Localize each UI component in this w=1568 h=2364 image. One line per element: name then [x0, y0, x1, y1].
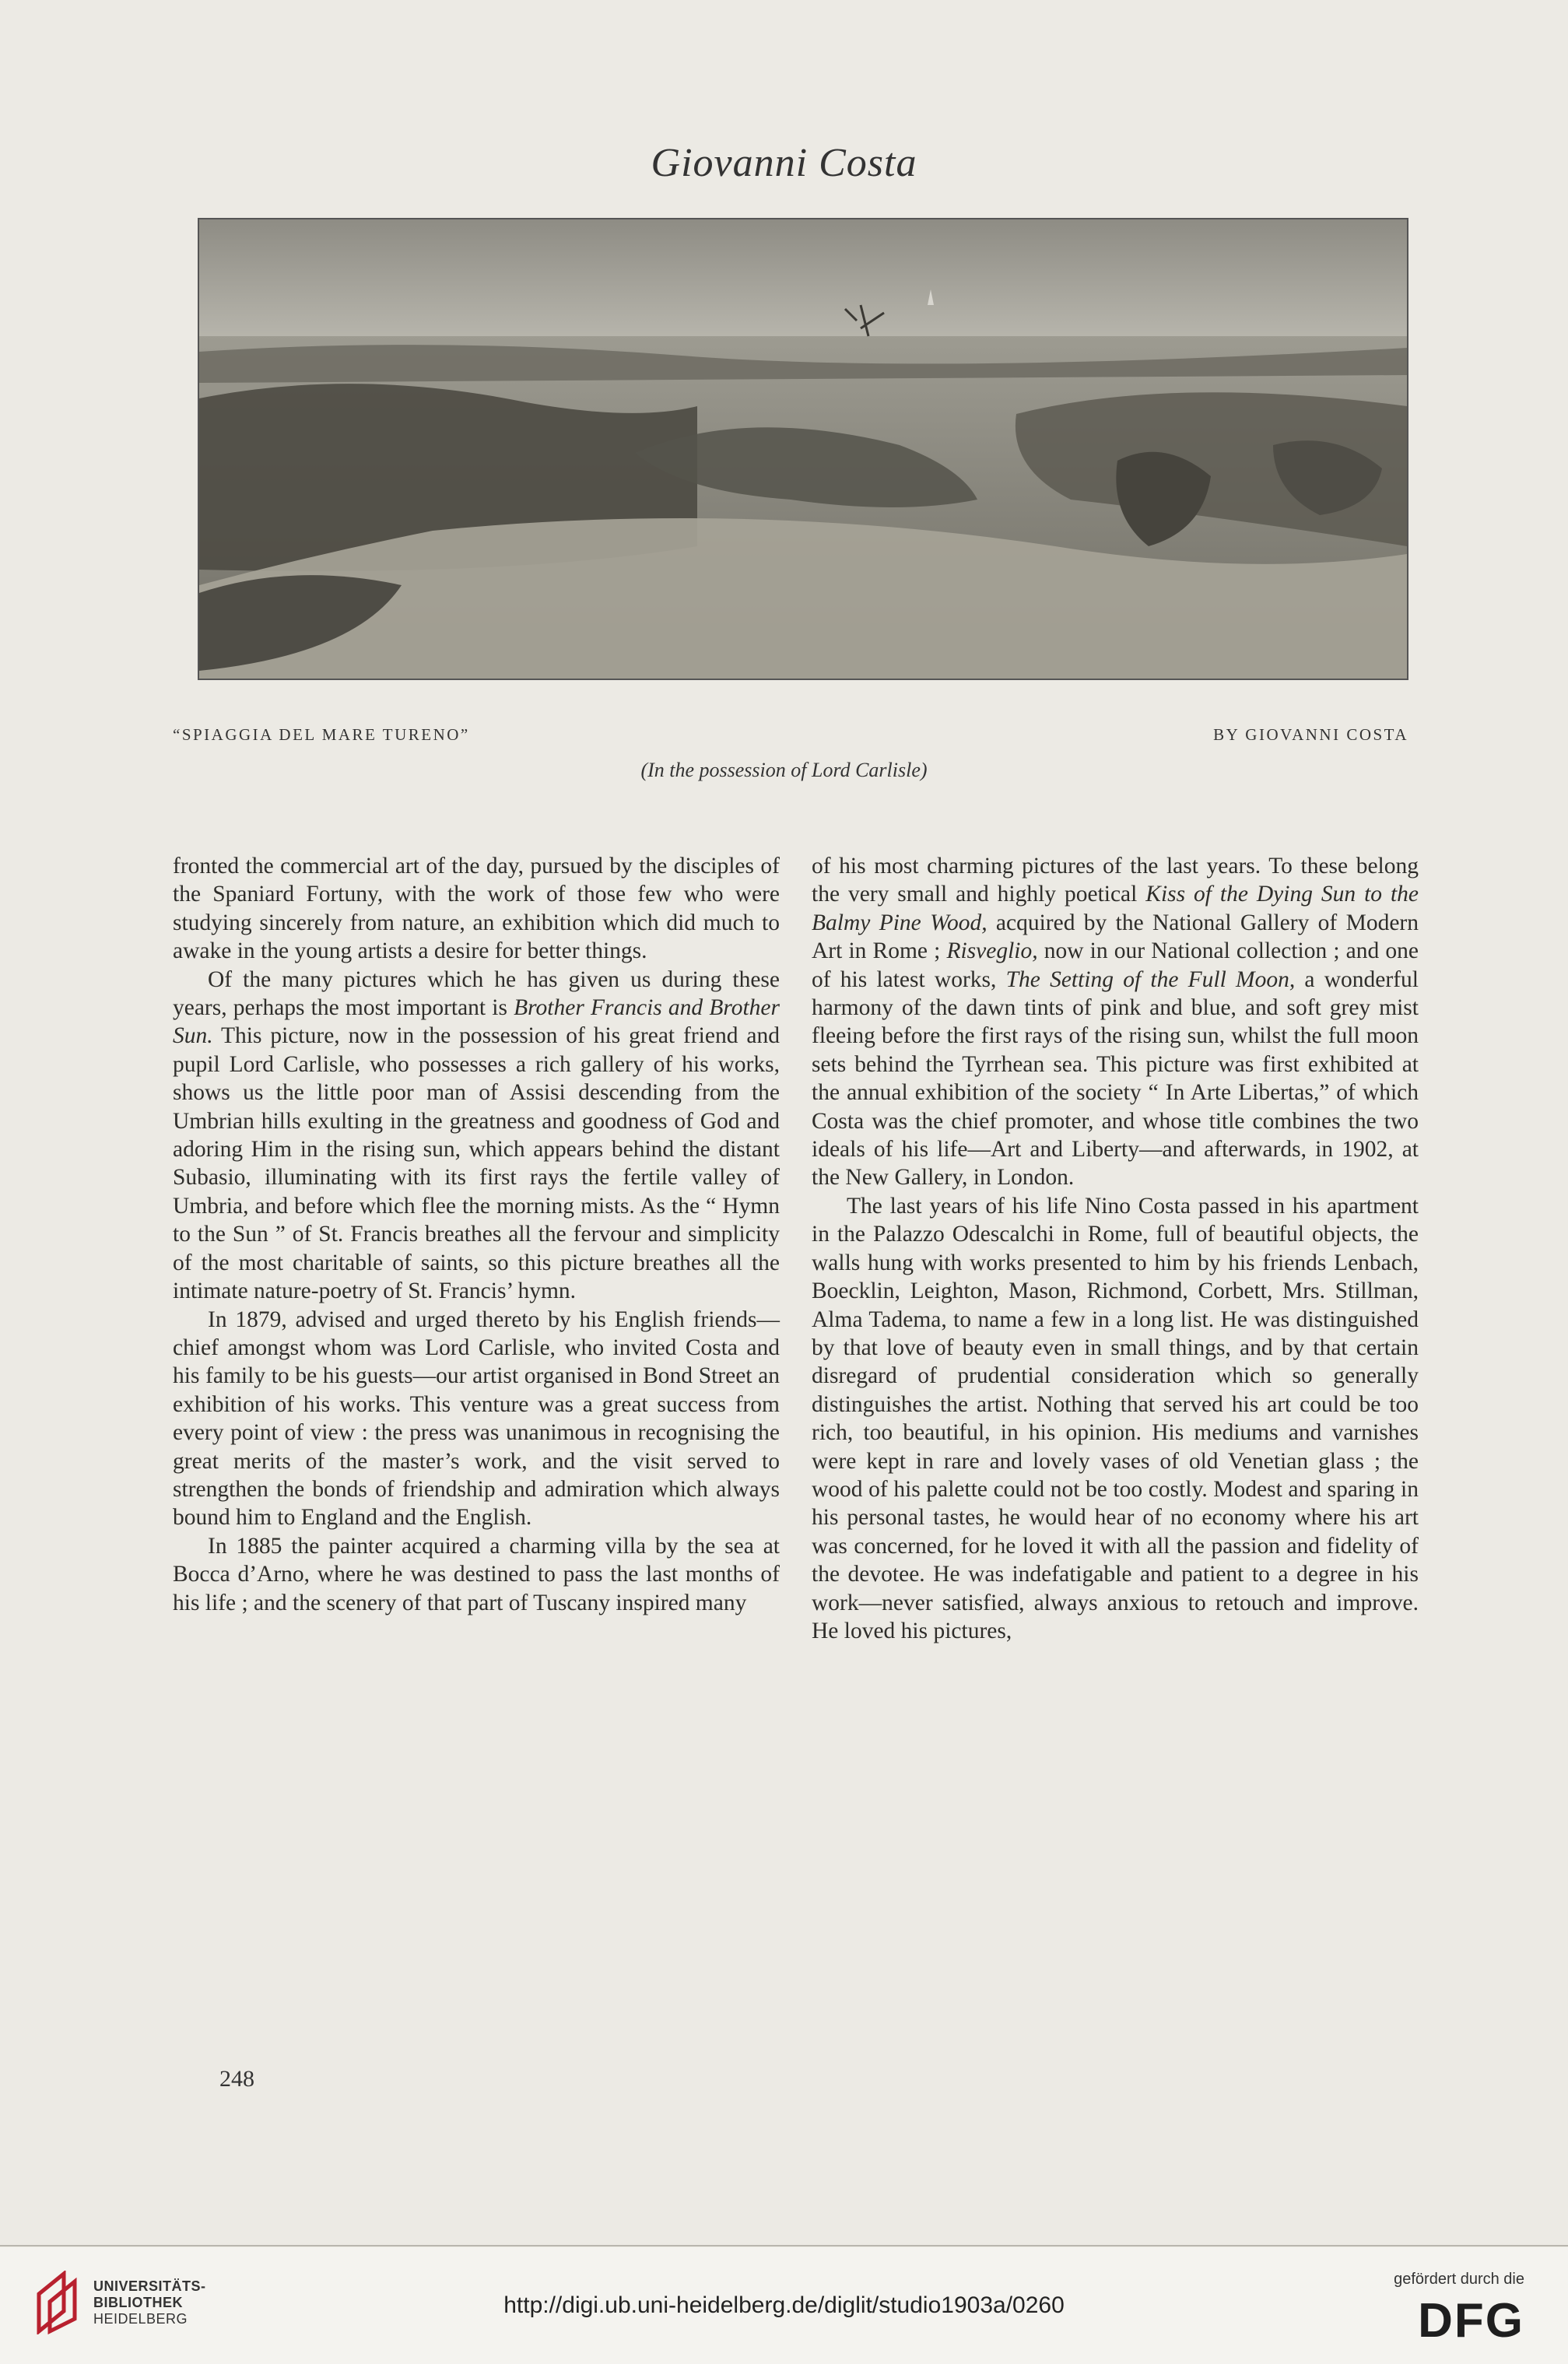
italic-title: The Setting of the Full Moon, — [1005, 966, 1296, 992]
funding-label: gefördert durch die — [1394, 2271, 1524, 2288]
paragraph: of his most charming pictures of the last years. To these belong the very small and highly poetical Kiss of the Dying Sun to the Balmy Pine Wood, acquired by the National Gallery of Modern Art in Rome ; Risveglio, now in our National collection ; and one of his latest works, The Setting of the Full Moon, a wonderful harmony of the dawn tints of pink and blue, and soft grey mist fleeing before the first rays of the rising sun, whilst the full moon sets behind the Tyrrhean sea. This picture was first exhibited at the annual exhibition of the society “ In Arte Libertas,” of which Costa was the chief promoter, and whose title combines the two ideals of his life—Art and Liberty—and afterwards, in 1902, at the New Gallery, in London. — [812, 854, 1419, 1191]
figure-caption-note: (In the possession of Lord Carlisle) — [640, 759, 928, 781]
paragraph: In 1879, advised and urged thereto by his English friends—chief amongst whom was Lord Carlisle, who invited Costa and his family to be his guests—our artist organised in Bond Street an exhibition of his works. This venture was a great success from every point of view : the press was unanimous in recognising the great merits of the master’s work, and the visit served to strengthen the bonds of friendship and admiration which always bound him to England and the English. — [173, 1307, 780, 1531]
paragraph: The last years of his life Nino Costa passed in his apartment in the Palazzo Odescalchi in Rome, full of beautiful objects, the walls hung with works presented to him by his friends Lenbach, Boecklin, Leighton, Mason, Richmond, Corbett, Mrs. Stillman, Alma Tadema, to name a few in a long list. He was distinguished by that love of beauty even in small things, and by that certain disregard of prudential consideration which so generally distinguishes the artist. Nothing that served his art could be too rich, too beautiful, in his opinion. His mediums and varnishes were kept in rare and lovely vases of old Venetian glass ; the wood of his palette could not be too costly. Modest and sparing in his personal tastes, he would hear of no economy where his art was concerned, for he loved it with all the passion and fidelity of the devotee. He was indefatigable and patient to a degree in his work—never satisfied, always anxious to retouch and improve. He loved his pictures, — [812, 1193, 1419, 1643]
italic-title: Brother Francis and Brother Sun. — [173, 995, 780, 1049]
paragraph: In 1885 the painter acquired a charming villa by the sea at Bocca d’Arno, where he was destined to pass the last months of his life ; and the scenery of that part of Tuscany inspired many — [173, 1533, 780, 1615]
library-name: UNIVERSITÄTS- BIBLIOTHEK HEIDELBERG — [93, 2278, 206, 2327]
figure-caption-title: “SPIAGGIA DEL MARE TURENO” — [173, 725, 470, 744]
footer-bar — [0, 2247, 1568, 2364]
right-text-column — [812, 852, 1419, 1645]
footer-divider — [0, 2245, 1568, 2247]
source-url-link[interactable]: http://digi.ub.uni-heidelberg.de/diglit/studio1903a/0260 — [503, 2292, 1065, 2318]
dfg-logo: DFG — [1418, 2294, 1524, 2348]
paragraph: Of the many pictures which he has given us during these years, perhaps the most important is Brother Francis and Brother Sun. This picture, now in the possession of his great friend and pupil Lord Carlisle, who possesses a rich gallery of his works, shows us the little poor man of Assisi descending from the Umbrian hills exulting in the greatness and goodness of God and adoring Him in the rising sun, which appears behind the distant Subasio, illuminating with its first rays the fertile valley of Umbria, and before which flee the morning mists. As the “ Hymn to the Sun ” of St. Francis breathes all the fervour and simplicity of the most charitable of saints, so this picture breathes all the intimate nature-poetry of St. Francis’ hymn. — [173, 966, 780, 1304]
page-number: 248 — [219, 2066, 254, 2092]
page-title: Giovanni Costa — [651, 141, 917, 185]
left-text-column — [173, 852, 780, 1617]
paragraph: fronted the commercial art of the day, pursued by the disciples of the Spaniard Fortuny, with the work of those few who were studying sincerely from nature, an exhibition which did much to awake in the young artists a desire for better things. — [173, 854, 780, 964]
italic-title: Risveglio, — [946, 938, 1038, 964]
italic-title: Kiss of the Dying Sun to the Balmy Pine Wood, — [812, 882, 1419, 935]
figure-caption-artist: BY GIOVANNI COSTA — [1213, 725, 1408, 744]
landscape-painting — [198, 218, 1408, 680]
